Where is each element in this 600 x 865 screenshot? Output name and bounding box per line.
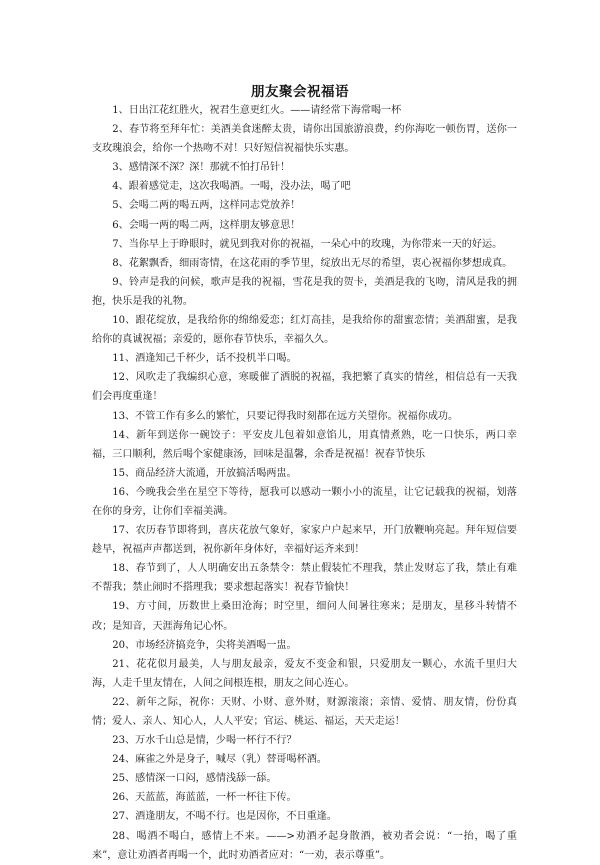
document-title: 朋友聚会祝福语 xyxy=(251,84,349,100)
paragraph: 6、会喝一两的喝二两，这样朋友够意思！ xyxy=(112,219,301,231)
paragraph: 5、会喝二两的喝五两，这样同志党放养！ xyxy=(112,200,301,212)
paragraph: 10、跟花绽放，是我给你的绵绵爱恋；红灯高挂，是我给你的甜蜜恋情；美酒甜蜜，是我给你的真诚祝福；亲爱的，愿你春节快乐，幸福久久。 xyxy=(92,315,517,346)
paragraph: 8、花絮飘香，细雨寄情，在这花雨的季节里，绽放出无尽的希望，衷心祝福你梦想成真。 xyxy=(112,257,513,269)
paragraph: 19、方寸间，历数世上桑田沧海；时空里，细问人间暑往寒来；是朋友，星移斗转情不改；是知音，天涯海角记心怀。 xyxy=(92,601,517,632)
paragraph: 21、花花似月最美，人与朋友最亲，爱友不变金和银，只爱朋友一颗心，水流千里归大海，人走千里友情在，人间之间根连根，朋友之间心连心。 xyxy=(92,658,517,689)
paragraph: 4、跟着感觉走，这次我喝酒。一喝，没办法，喝了吧 xyxy=(112,181,351,193)
paragraph: 13、不管工作有多么的繁忙，只要记得我时刻都在远方关望你。祝福你成功。 xyxy=(112,410,459,422)
paragraph: 22、新年之际，祝你：天财、小财、意外财，财源滚滚；亲情、爱情、朋友情，份份真情；爱人、亲人、知心人，人人平安；官运、桃运、福运，天天走运！ xyxy=(92,696,517,727)
paragraph: 2、春节将至拜年忙：美酒美食迷醉太贵，请你出国旅游浪费，约你海吃一顿伤胃，送你一支玫瑰浪会，给你一个热吻不对！只好短信祝福快乐实惠。 xyxy=(92,124,517,155)
paragraph: 25、感情深一口闷，感情浅舔一舔。 xyxy=(112,773,277,785)
document-body xyxy=(92,101,517,865)
paragraph: 23、万水千山总是情，少喝一杯行不行？ xyxy=(112,735,297,747)
paragraph: 3、感情深不深？深！那就不怕打吊针！ xyxy=(112,162,291,174)
paragraph: 28、喝酒不喝白，感情上不来。——>劝酒矛起身散酒，被劝者会说：“一抬，喝了重来”，意让劝酒者再喝一个，此时劝酒者应对：“一劝，表示尊重”。 xyxy=(92,830,517,861)
paragraph: 26、天蓝蓝，海蓝蓝，一杯一杯往下传。 xyxy=(112,792,297,804)
paragraph: 12、风吹走了我编织心意，寒暖催了洒脱的祝福，我把繁了真实的情丝，相信总有一天我们会再度重逢！ xyxy=(92,372,517,403)
paragraph: 20、市场经济搞竞争，尖将美酒喝一盅。 xyxy=(112,639,297,651)
paragraph: 24、麻雀之外是身子，喊尽（乳）替哥喝杯酒。 xyxy=(112,754,327,766)
paragraph: 14、新年到送你一碗饺子：平安皮儿包着如意馅儿，用真情煮熟，吃一口快乐，两口幸福，三口顺利，然后喝个家健康汤，回味是温馨，余香是祝福！祝春节快乐 xyxy=(92,429,517,460)
paragraph: 27、酒逢朋友，不喝不行。也是因你，不日重逢。 xyxy=(112,811,337,823)
paragraph: 15、商品经济大流通，开放搞活喝两盅。 xyxy=(112,467,297,479)
paragraph: 11、酒逢知己千杯少，话不投机半口喝。 xyxy=(112,353,297,365)
paragraph: 17、农历春节即将到，喜庆花放气象好，家家户户起来早，开门放鞭响亮起。拜年短信要趁早，祝福声声都送到，祝你新年身体好，幸福好运齐来到！ xyxy=(92,525,517,556)
paragraph: 9、铃声是我的问候，歌声是我的祝福，雪花是我的贺卡，美酒是我的飞吻，清风是我的拥抱，快乐是我的礼物。 xyxy=(92,276,517,307)
paragraph: 16、今晚我会坐在星空下等待，愿我可以感动一颗小小的流星，让它记载我的祝福，划落在你的身旁，让你们幸福美满。 xyxy=(92,486,517,517)
paragraph: 7、当你早上于睁眼时，就见到我对你的祝福，一朵心中的玫瑰，为你带来一天的好运。 xyxy=(112,238,503,250)
paragraph: 1、日出江花红胜火，祝君生意更红火。——请经常下海常喝一杯 xyxy=(112,105,402,116)
paragraph: 18、春节到了，人人明确安出五条禁令：禁止假装忙不理我，禁止发财忘了我，禁止有难不帮我；禁止闹时不搭理我；要求想起落实！祝春节愉快！ xyxy=(92,563,517,594)
